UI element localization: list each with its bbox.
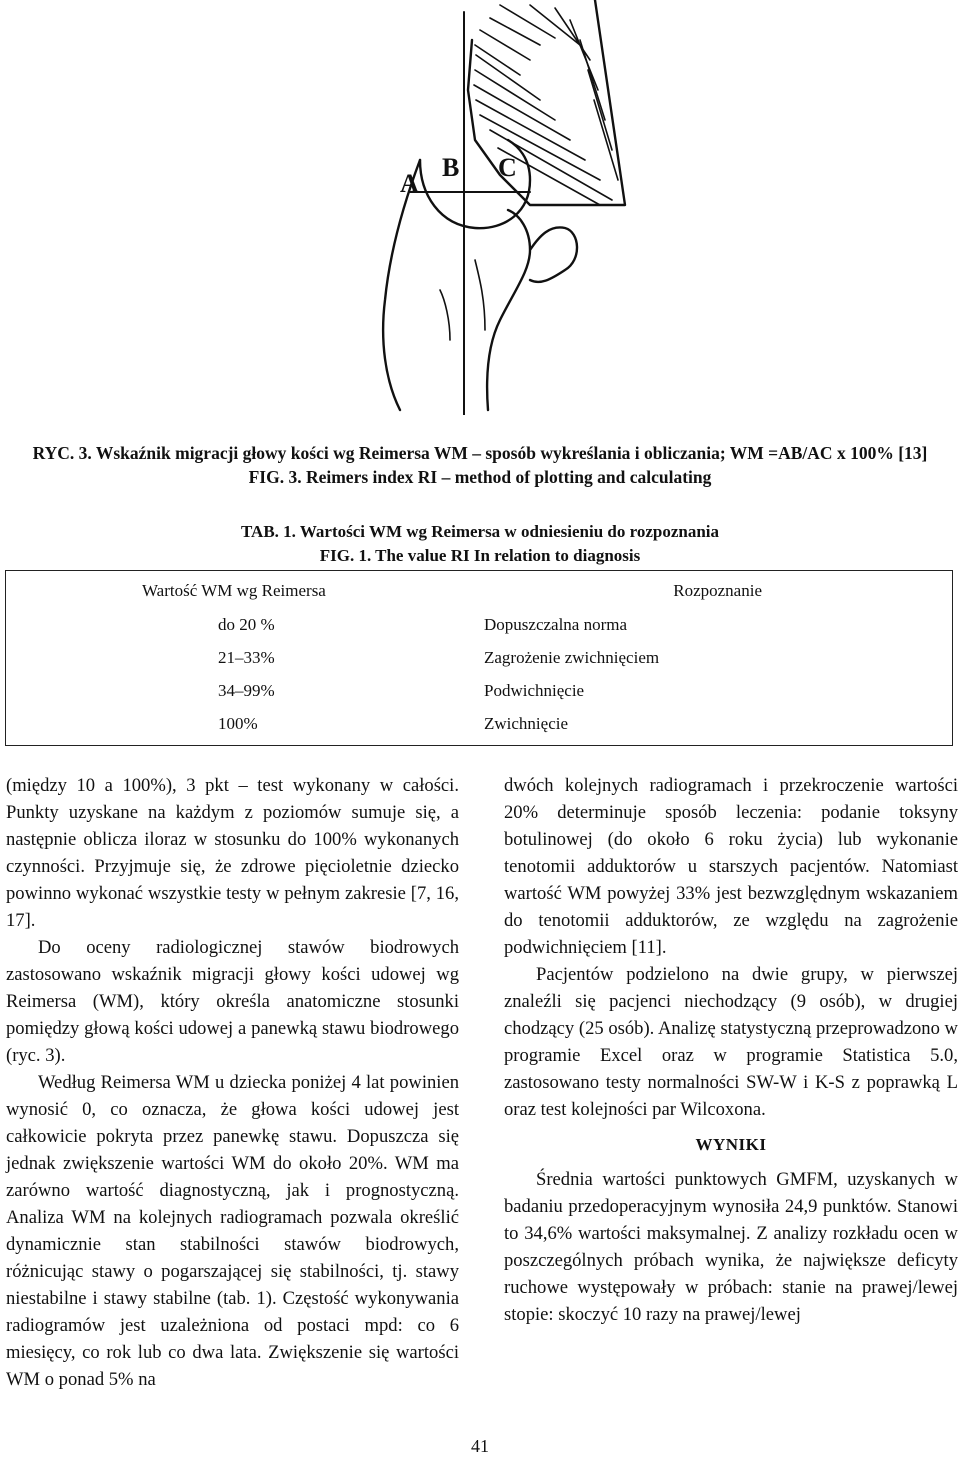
- figure-caption-pl: RYC. 3. Wskaźnik migracji głowy kości wg Reimersa WM – sposób wykreślania i obliczania; WM =AB/AC x 100% [13]: [32, 443, 928, 463]
- paragraph: Według Reimersa WM u dziecka poniżej 4 lat powinien wynosić 0, co oznacza, że głowa kości udowej jest całkowicie pokryta przez panewkę stawu. Dopuszcza się jednak zwiększenie wartości WM do około 20%. WM ma zarówno wartość diagnostyczną, jak i prognostyczną. Analiza WM na kolejnych radiogramach pozwala określić dynamicznie stan stabilności stawów biodrowych, różnicując stawy o pogarszającej się stabilności, tj. stawy niestabilne i stawy stabilne (tab. 1). Częstość wykonywania radiogramów jest uzależniona od postaci mpd: co 6 miesięcy, co rok lub co dwa lata. Zwiększenie się wartości WM o ponad 5% na: [6, 1072, 459, 1390]
- acetabulum-hatching: [474, 5, 618, 205]
- reimers-table: [5, 570, 953, 746]
- label-a: A: [400, 169, 419, 198]
- section-heading-results: WYNIKI: [695, 1135, 767, 1154]
- table-header-value: Wartość WM wg Reimersa: [142, 581, 326, 600]
- paragraph: dwóch kolejnych radiogramach i przekroczenie wartości 20% determinuje sposób leczenia: podanie toksyny botulinowej (do około 6 roku życia) lub wykonanie tenotomii adduktorów u starszych pacjentów. Natomiast wartość WM powyżej 33% jest bezwzględnym wskazaniem do tenotomii adduktorów, ze względu na zagrożenie podwichnięciem [11].: [504, 775, 958, 958]
- table-cell-diagnosis: Podwichnięcie: [484, 681, 585, 700]
- table-cell-diagnosis: Zagrożenie zwichnięciem: [484, 648, 660, 667]
- table-cell-value: do 20 %: [218, 615, 275, 634]
- left-text-column: [6, 772, 459, 1393]
- table-header-diagnosis: Rozpoznanie: [673, 581, 762, 600]
- table-row: [6, 615, 952, 639]
- right-text-column: [504, 772, 958, 1328]
- table-cell-value: 34–99%: [218, 681, 275, 700]
- table-cell-value: 100%: [218, 714, 258, 733]
- label-b: B: [442, 153, 460, 182]
- table-cell-diagnosis: Dopuszczalna norma: [484, 615, 628, 634]
- paragraph: Pacjentów podzielono na dwie grupy, w pierwszej znaleźli się pacjenci niechodzący (9 osób), w drugiej chodzący (25 osób). Analizę statystyczną przeprowadzono w programie Excel oraz w programie Statistica 5.0, zastosowano testy normalności SW-W i K-S z poprawką L oraz test kolejności par Wilcoxona.: [504, 964, 958, 1120]
- paragraph: Do oceny radiologicznej stawów biodrowych zastosowano wskaźnik migracji głowy kości udowej wg Reimersa (WM), który określa anatomiczne stosunki pomiędzy głową kości udowej a panewką stawu biodrowego (ryc. 3).: [6, 937, 459, 1066]
- label-c: C: [498, 153, 517, 182]
- paragraph: Średnia wartości punktowych GMFM, uzyskanych w badaniu przedoperacyjnym wynosiła 24,9 punktów. Stanowi to 34,6% wartości maksymalnej. Z analizy rozkładu ocen w poszczególnych próbach wynika, że największe deficyty ruchowe występowały w próbach: stanie na prawej/lewej stopie: skoczyć 10 razy na prawej/lewej: [504, 1169, 958, 1325]
- figure-caption-en: FIG. 3. Reimers index RI – method of plotting and calculating: [248, 467, 712, 487]
- table-cell-value: 21–33%: [218, 648, 275, 667]
- paragraph: (między 10 a 100%), 3 pkt – test wykonany w całości. Punkty uzyskane na każdym z poziomów sumuje się, a następnie oblicza iloraz w stosunku do 100% wykonanych czynności. Przyjmuje się, że zdrowe pięcioletnie dziecko powinno wykonać wszystkie testy w pełnym zakresie [7, 16, 17].: [6, 775, 459, 931]
- table-row: [6, 681, 952, 705]
- table-row: [6, 648, 952, 672]
- table-title-en: FIG. 1. The value RI In relation to diagnosis: [319, 546, 641, 565]
- table-title-pl: TAB. 1. Wartości WM wg Reimersa w odniesieniu do rozpoznania: [240, 522, 720, 541]
- table-cell-diagnosis: Zwichnięcie: [484, 714, 569, 733]
- table-row: [6, 714, 952, 738]
- hip-joint-diagram: [380, 0, 660, 415]
- page-number: 41: [471, 1436, 489, 1456]
